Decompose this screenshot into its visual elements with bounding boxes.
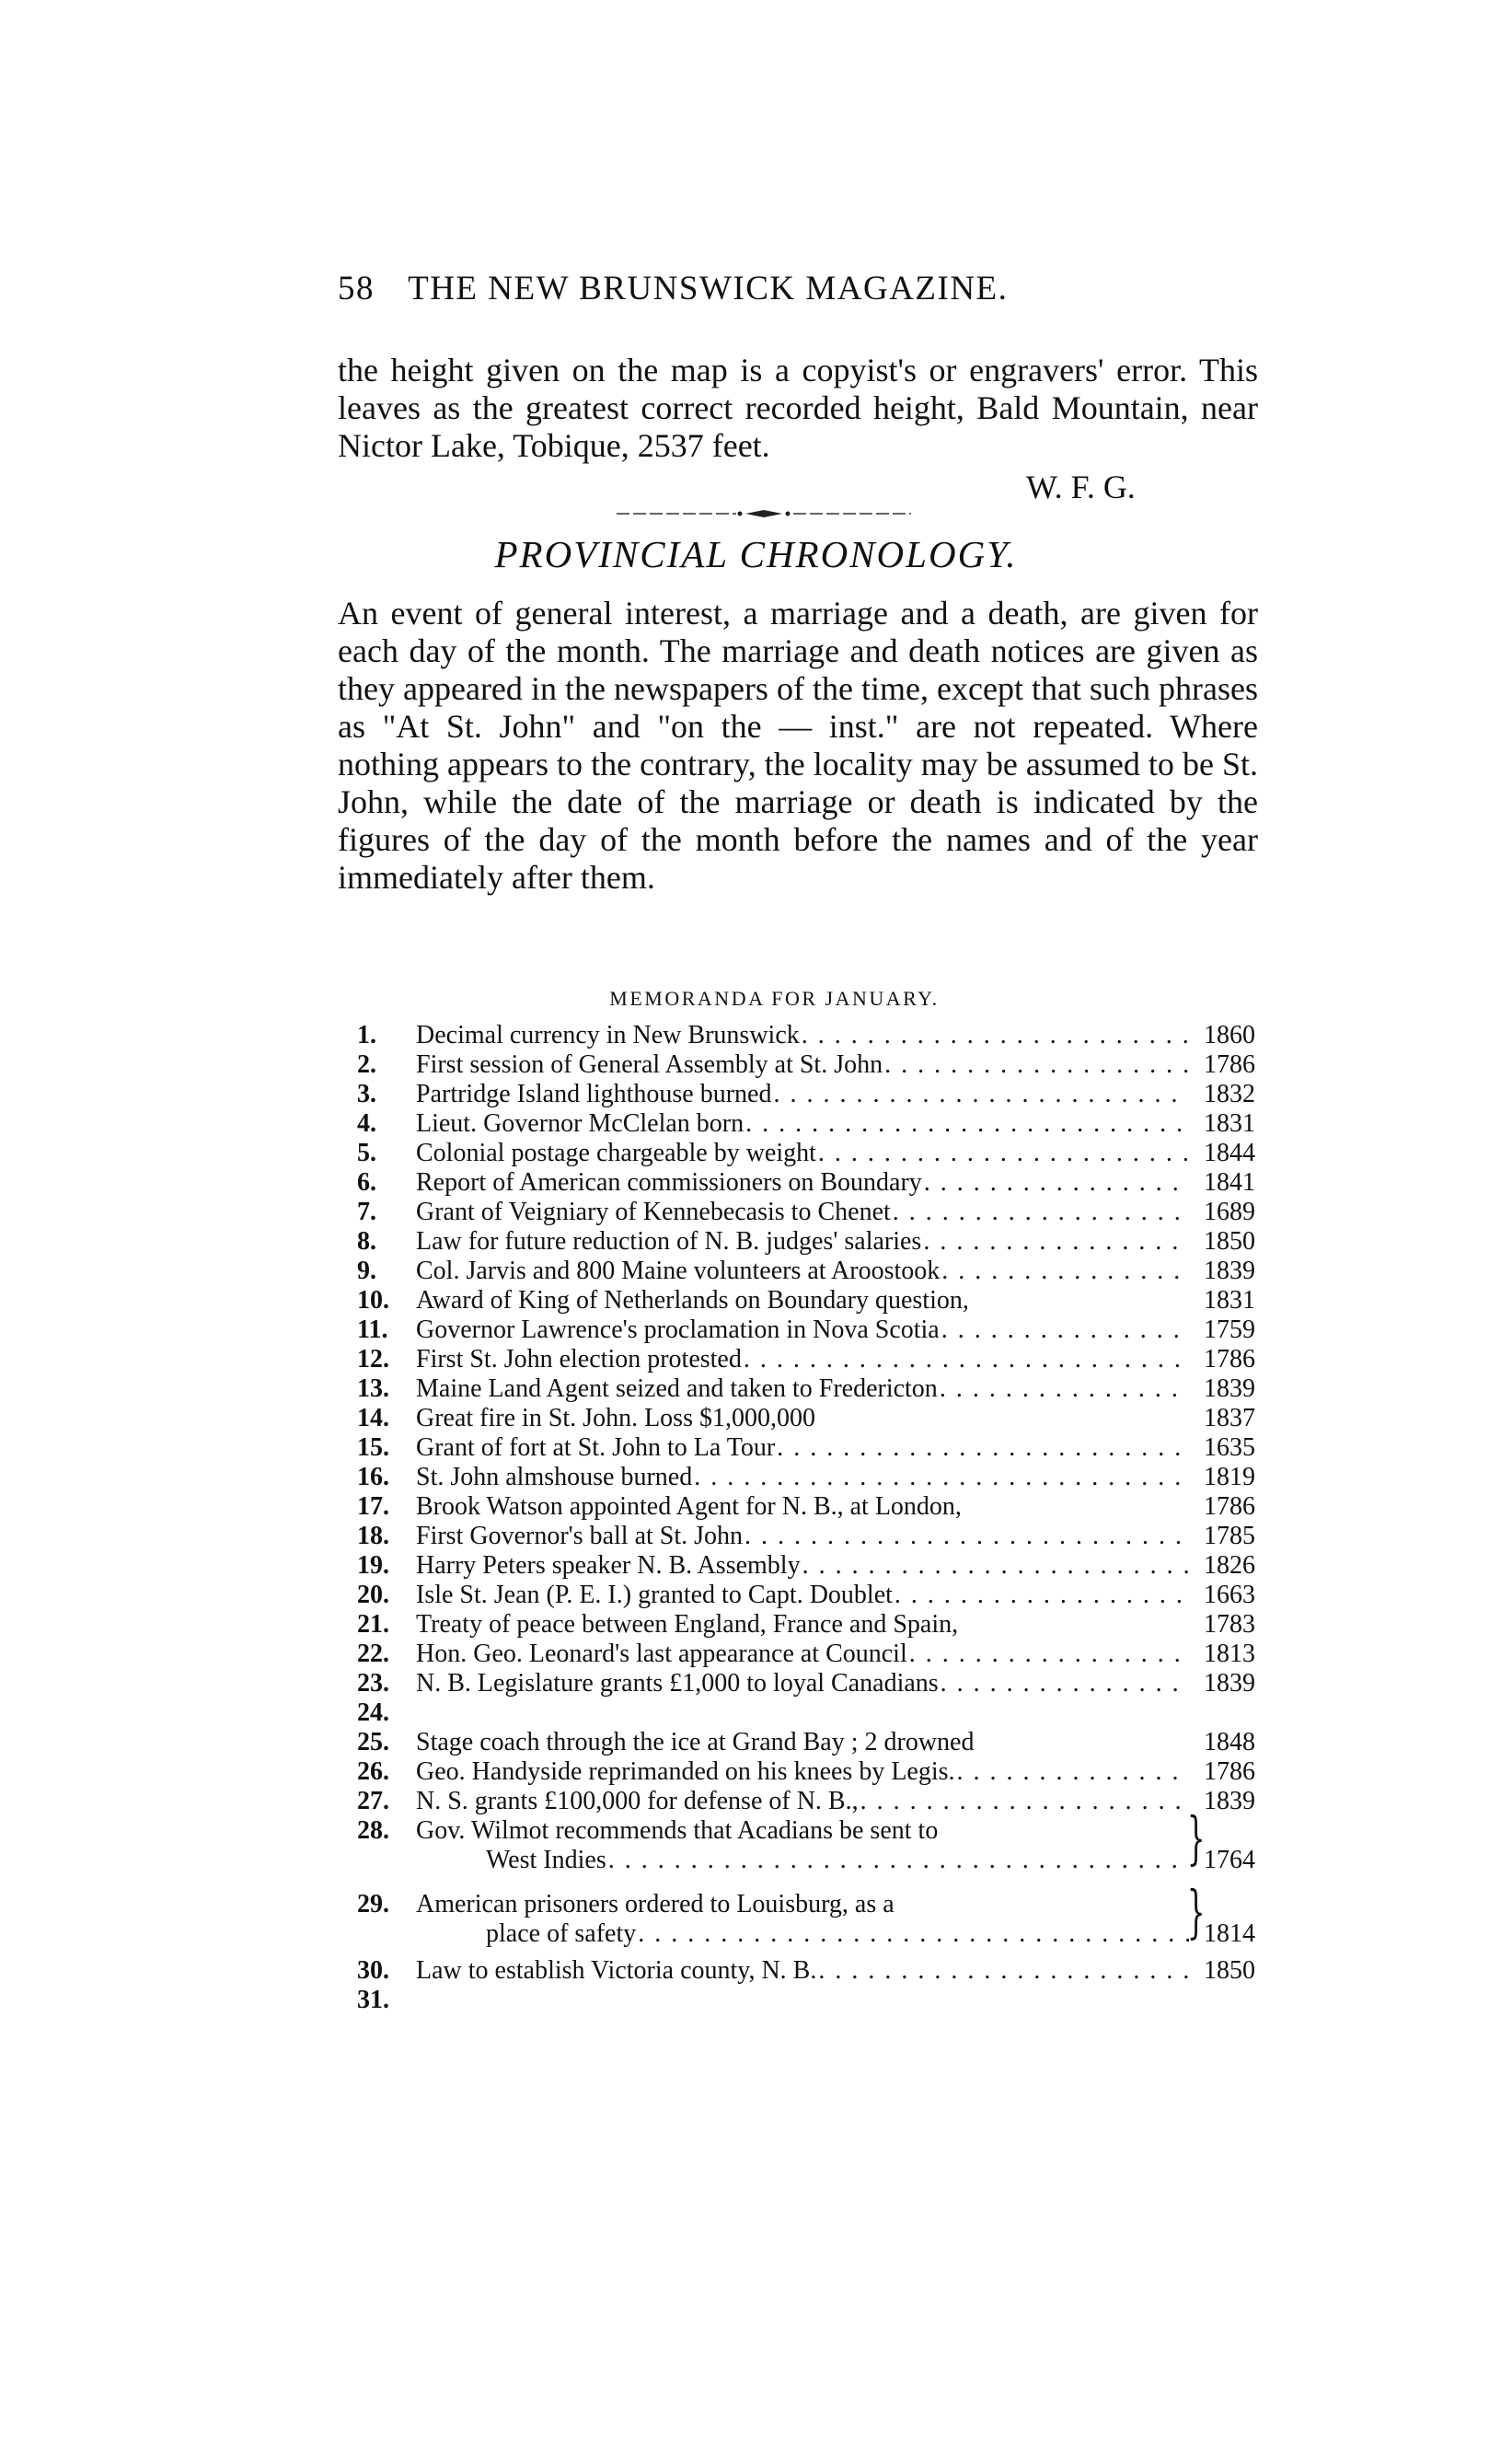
list-item: 8. Law for future reduction of N. B. judges' salaries . . . 1850 (357, 1226, 1277, 1257)
list-item: 6. Report of American commissioners on Boundary . . . 1841 (357, 1167, 1277, 1198)
list-item: 14. Great fire in St. John. Loss $1,000,000 1837 (357, 1404, 1255, 1432)
list-item: 18. First Governor's ball at St. John . . . 1785 (357, 1521, 1277, 1551)
list-item-continuation: place of safety . . . 1814 (357, 1918, 1277, 1949)
page-number: 58 (338, 270, 375, 307)
list-item: 20. Isle St. Jean (P. E. I.) granted to Capt. Doublet . . . 1663 (357, 1580, 1277, 1610)
list-item: 4. Lieut. Governor McClelan born . . . 1831 (357, 1108, 1277, 1139)
brace-mark: } (1186, 1878, 1206, 1945)
memoranda-heading: MEMORANDA FOR JANUARY. (609, 987, 940, 1010)
list-item: 19. Harry Peters speaker N. B. Assembly . . . 1826 (357, 1550, 1277, 1581)
list-item: 10. Award of King of Netherlands on Boundary question, 1831 (357, 1286, 1255, 1315)
list-item: 24. (357, 1698, 1277, 1728)
list-item: 23. N. B. Legislature grants £1,000 to loyal Canadians . . . 1839 (357, 1668, 1277, 1698)
section-title: PROVINCIAL CHRONOLOGY. (494, 533, 1018, 575)
list-item: 17. Brook Watson appointed Agent for N. B., at London, 1786 (357, 1492, 1255, 1521)
list-item: 16. St. John almshouse burned . . . 1819 (357, 1462, 1277, 1492)
list-item: 25. Stage coach through the ice at Grand Bay ; 2 drowned 1848 (357, 1728, 1255, 1756)
list-item: 3. Partridge Island lighthouse burned . . . 1832 (357, 1079, 1277, 1109)
brace-mark: } (1186, 1804, 1206, 1872)
list-item: 1. Decimal currency in New Brunswick . . . 1860 (357, 1020, 1277, 1050)
list-item: 9. Col. Jarvis and 800 Maine volunteers at Aroostook . . . 1839 (357, 1256, 1277, 1286)
list-item: 27. N. S. grants £100,000 for defense of N. B., . . . 1839 (357, 1786, 1277, 1816)
list-item: 13. Maine Land Agent seized and taken to Fredericton . . . 1839 (357, 1373, 1277, 1404)
list-item: 31. (357, 1985, 1277, 2015)
list-item: 2. First session of General Assembly at St. John . . . 1786 (357, 1049, 1277, 1080)
list-item: 15. Grant of fort at St. John to La Tour . . . 1635 (357, 1432, 1277, 1463)
section-paragraph: An event of general interest, a marriage and a death, are given for each day of the month. The marriage and death notices are given as they appeared in the newspapers of the time, except that such phrases as "At St. John" and "on the — inst." are not repeated. Where nothing appears to the contrary, the locality may be assumed to be St. John, while the date of the marriage or death is indicated by the figures of the day of the month before the names and of the year immediately after them. (338, 595, 1258, 896)
magazine-title: THE NEW BRUNSWICK MAGAZINE. (408, 270, 1009, 307)
author-signature: W. F. G. (1026, 469, 1136, 505)
list-item: 7. Grant of Veigniary of Kennebecasis to Chenet . . . 1689 (357, 1197, 1277, 1227)
list-item: 12. First St. John election protested . . . 1786 (357, 1344, 1277, 1374)
list-item: 30. Law to establish Victoria county, N. B. . . . 1850 (357, 1955, 1277, 1986)
list-item: 11. Governor Lawrence's proclamation in Nova Scotia . . . 1759 (357, 1315, 1277, 1345)
list-item: 5. Colonial postage chargeable by weight . . . 1844 (357, 1138, 1277, 1168)
list-item-continuation: West Indies . . . 1764 (357, 1845, 1277, 1875)
list-item: 28. Gov. Wilmot recommends that Acadians be sent to (357, 1816, 939, 1845)
list-item: 29. American prisoners ordered to Louisburg, as a (357, 1890, 895, 1918)
list-item: 21. Treaty of peace between England, France and Spain, 1783 (357, 1610, 1255, 1639)
intro-paragraph: the height given on the map is a copyist's or engravers' error. This leaves as the greatest correct recorded height, Bald Mountain, near Nictor Lake, Tobique, 2537 feet. (338, 352, 1258, 464)
list-item: 26. Geo. Handyside reprimanded on his knees by Legis. . . . 1786 (357, 1756, 1277, 1787)
list-item: 22. Hon. Geo. Leonard's last appearance at Council . . . 1813 (357, 1639, 1277, 1669)
